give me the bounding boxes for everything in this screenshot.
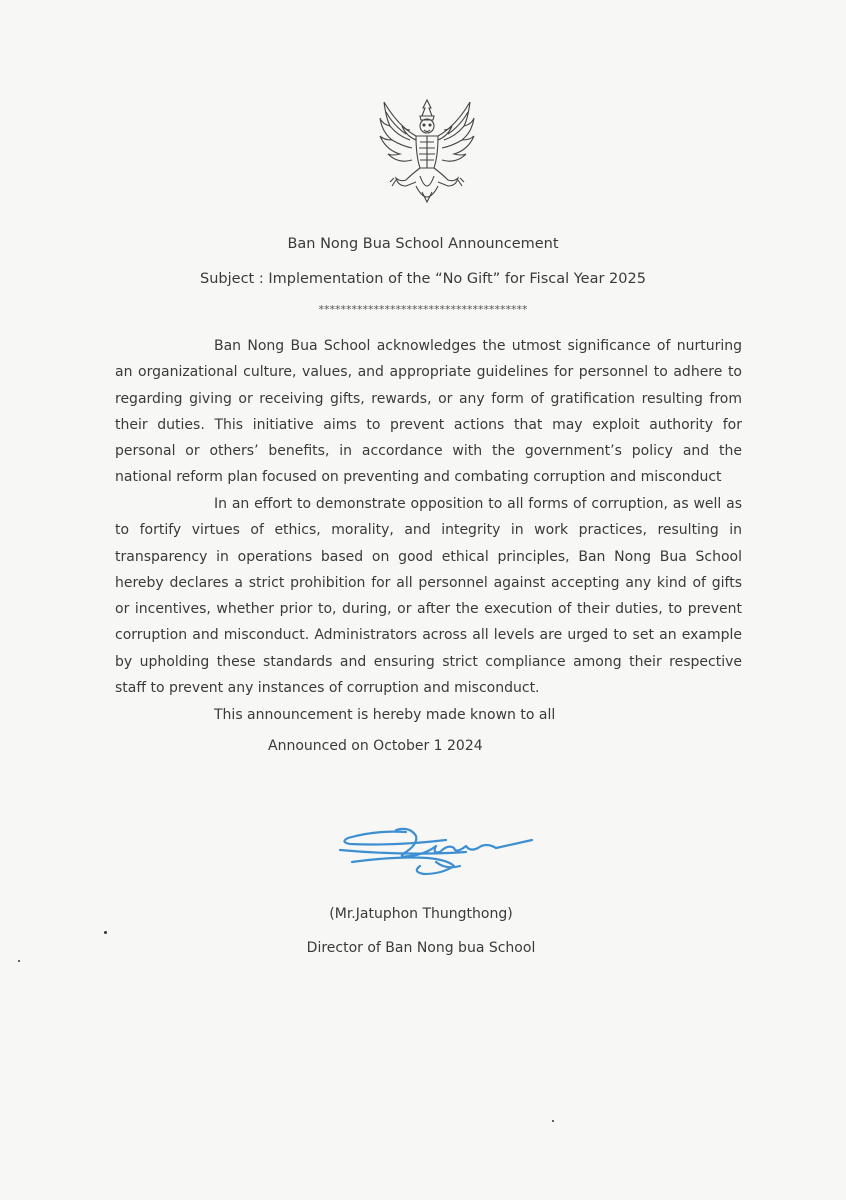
separator-stars: ************************************** (318, 303, 528, 316)
signer-name: (Mr.Jatuphon Thungthong) (329, 906, 513, 922)
garuda-emblem-icon (376, 96, 478, 208)
announcement-date: Announced on October 1 2024 (268, 738, 483, 754)
signer-position: Director of Ban Nong bua School (306, 940, 536, 956)
paper-speck (18, 960, 20, 962)
announcement-heading: Ban Nong Bua School Announcement (287, 236, 559, 252)
body-paragraph-2: In an effort to demonstrate opposition to all forms of corruption, as well as to fortify virtues of ethics, morality, and integrity in work practices, resulting in transparency in operations based on good ethical principles, Ban Nong Bua School hereby declares a strict prohibition for all personnel against accepting any kind of gifts or incentives, whether prior to, during, or after the execution of their duties, to prevent corruption and misconduct. Administrators across all levels are urged to set an example by upholding these standards and ensuring strict compliance among their respective staff to prevent any instances of corruption and misconduct. (115, 496, 742, 697)
body-paragraph-1: Ban Nong Bua School acknowledges the utmost significance of nurturing an organizational culture, values, and appropriate guidelines for personnel to adhere to regarding giving or receiving gifts, rewards, or any form of gratification resulting from their duties. This initiative aims to prevent actions that may exploit authority for personal or others’ benefits, in accordance with the government’s policy and the national reform plan focused on preventing and combating corruption and misconduct (115, 338, 742, 486)
signature-image (336, 822, 536, 884)
announcement-subject: Subject : Implementation of the “No Gift” for Fiscal Year 2025 (200, 271, 646, 287)
paper-speck (104, 931, 107, 934)
paper-speck (552, 1120, 554, 1122)
closing-statement: This announcement is hereby made known to all (214, 707, 556, 723)
